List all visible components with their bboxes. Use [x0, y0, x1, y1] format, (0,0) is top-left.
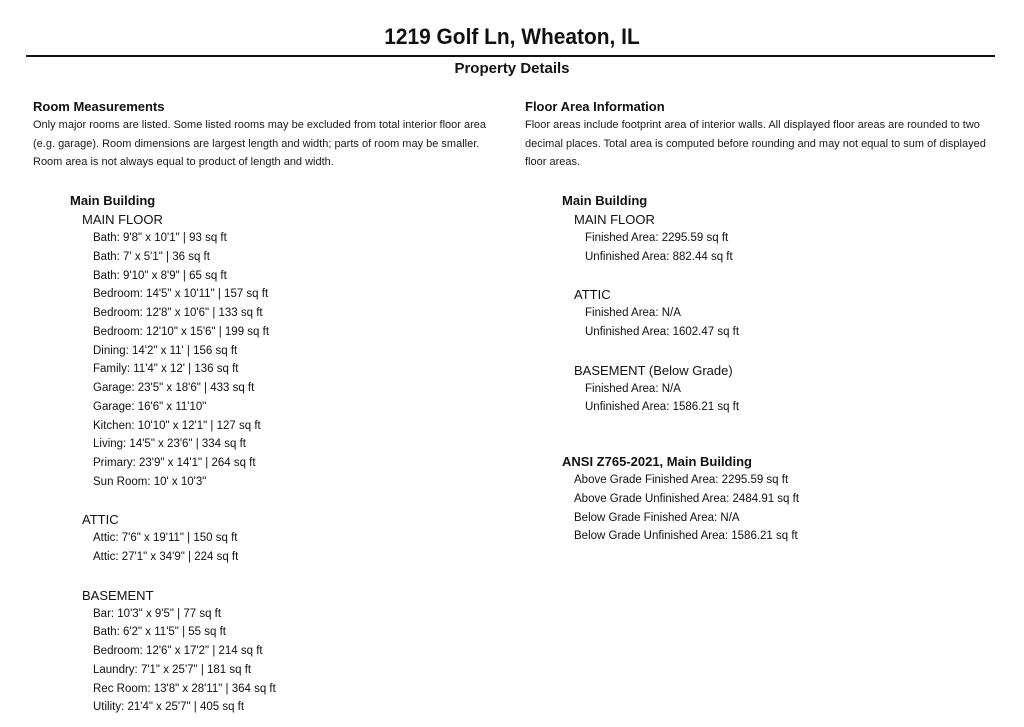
room-item: Bedroom: 14'5" x 10'11" | 157 sq ft [93, 288, 269, 301]
ansi-section [525, 452, 1005, 546]
finished-area: Finished Area: N/A [585, 307, 681, 320]
room-item: Kitchen: 10'10" x 12'1" | 127 sq ft [93, 419, 261, 432]
room-item: Bath: 9'8" x 10'1" | 93 sq ft [93, 232, 227, 245]
floor-group-attic [33, 510, 503, 567]
ansi-item: Above Grade Finished Area: 2295.59 sq ft [574, 474, 789, 487]
area-group-main [525, 210, 1005, 267]
floor-name: MAIN FLOOR [82, 212, 163, 228]
room-item: Utility: 21'4" x 25'7" | 405 sq ft [93, 701, 245, 714]
floor-name: BASEMENT [82, 587, 154, 603]
floor-group-main [33, 210, 503, 492]
room-item: Primary: 23'9" x 14'1" | 264 sq ft [93, 457, 256, 470]
ansi-item: Above Grade Unfinished Area: 2484.91 sq ft [574, 492, 800, 505]
floor-group-basement [33, 586, 503, 718]
floor-name: ATTIC [82, 512, 119, 528]
room-measurements-section [33, 98, 503, 717]
room-item: Bath: 6'2" x 11'5" | 55 sq ft [93, 626, 226, 639]
building-name: Main Building [562, 193, 648, 209]
floor-name: ATTIC [574, 287, 611, 303]
area-group-basement [525, 361, 1005, 418]
room-item: Laundry: 7'1" x 25'7" | 181 sq ft [93, 663, 252, 676]
room-item: Bar: 10'3" x 9'5" | 77 sq ft [93, 607, 222, 620]
room-item: Bedroom: 12'10" x 15'6" | 199 sq ft [93, 325, 270, 338]
ansi-item: Below Grade Finished Area: N/A [574, 511, 740, 524]
room-item: Rec Room: 13'8" x 28'11" | 364 sq ft [93, 682, 276, 695]
ansi-item: Below Grade Unfinished Area: 1586.21 sq ft [574, 530, 798, 543]
floor-name: MAIN FLOOR [574, 212, 655, 228]
room-item: Dining: 14'2" x 11' | 156 sq ft [93, 344, 238, 357]
finished-area: Finished Area: 2295.59 sq ft [585, 232, 729, 245]
room-item: Garage: 23'5" x 18'6" | 433 sq ft [93, 382, 255, 395]
room-item: Family: 11'4" x 12' | 136 sq ft [93, 363, 239, 376]
room-item: Living: 14'5" x 23'6" | 334 sq ft [93, 438, 246, 451]
room-item: Bedroom: 12'6" x 17'2" | 214 sq ft [93, 645, 263, 658]
ansi-heading: ANSI Z765-2021, Main Building [562, 454, 752, 470]
room-item: Attic: 7'6" x 19'11" | 150 sq ft [93, 532, 238, 545]
floor-area-note: Floor areas include footprint area of interior walls. All displayed floor areas are rounded to two decimal places. Total area is computed before rounding and may not equal to sum of displayed floor areas. [525, 119, 986, 169]
room-item: Garage: 16'6" x 11'10" [93, 400, 207, 413]
building-name: Main Building [70, 193, 156, 209]
room-measurements-note: Only major rooms are listed. Some listed rooms may be excluded from total interior floor area (e.g. garage). Room dimensions are largest length and width; parts of room may be smaller. Room area is not always equal to product of length and width. [33, 119, 487, 169]
floor-name: BASEMENT (Below Grade) [574, 362, 733, 378]
room-item: Bath: 7' x 5'1" | 36 sq ft [93, 250, 210, 263]
header-divider [26, 55, 995, 57]
unfinished-area: Unfinished Area: 1586.21 sq ft [585, 401, 740, 414]
page-subtitle: Property Details [454, 60, 570, 77]
room-measurements-heading: Room Measurements [33, 99, 165, 114]
room-item: Bath: 9'10" x 8'9" | 65 sq ft [93, 269, 227, 282]
unfinished-area: Unfinished Area: 1602.47 sq ft [585, 326, 740, 339]
room-item: Attic: 27'1" x 34'9" | 224 sq ft [93, 551, 239, 564]
unfinished-area: Unfinished Area: 882.44 sq ft [585, 250, 733, 263]
room-item: Sun Room: 10' x 10'3" [93, 475, 207, 488]
property-address-title: 1219 Golf Ln, Wheaton, IL [384, 24, 640, 49]
floor-area-heading: Floor Area Information [525, 99, 665, 114]
area-group-attic [525, 285, 1005, 342]
finished-area: Finished Area: N/A [585, 382, 681, 395]
room-item: Bedroom: 12'8" x 10'6" | 133 sq ft [93, 307, 263, 320]
floor-area-section [525, 98, 1005, 546]
